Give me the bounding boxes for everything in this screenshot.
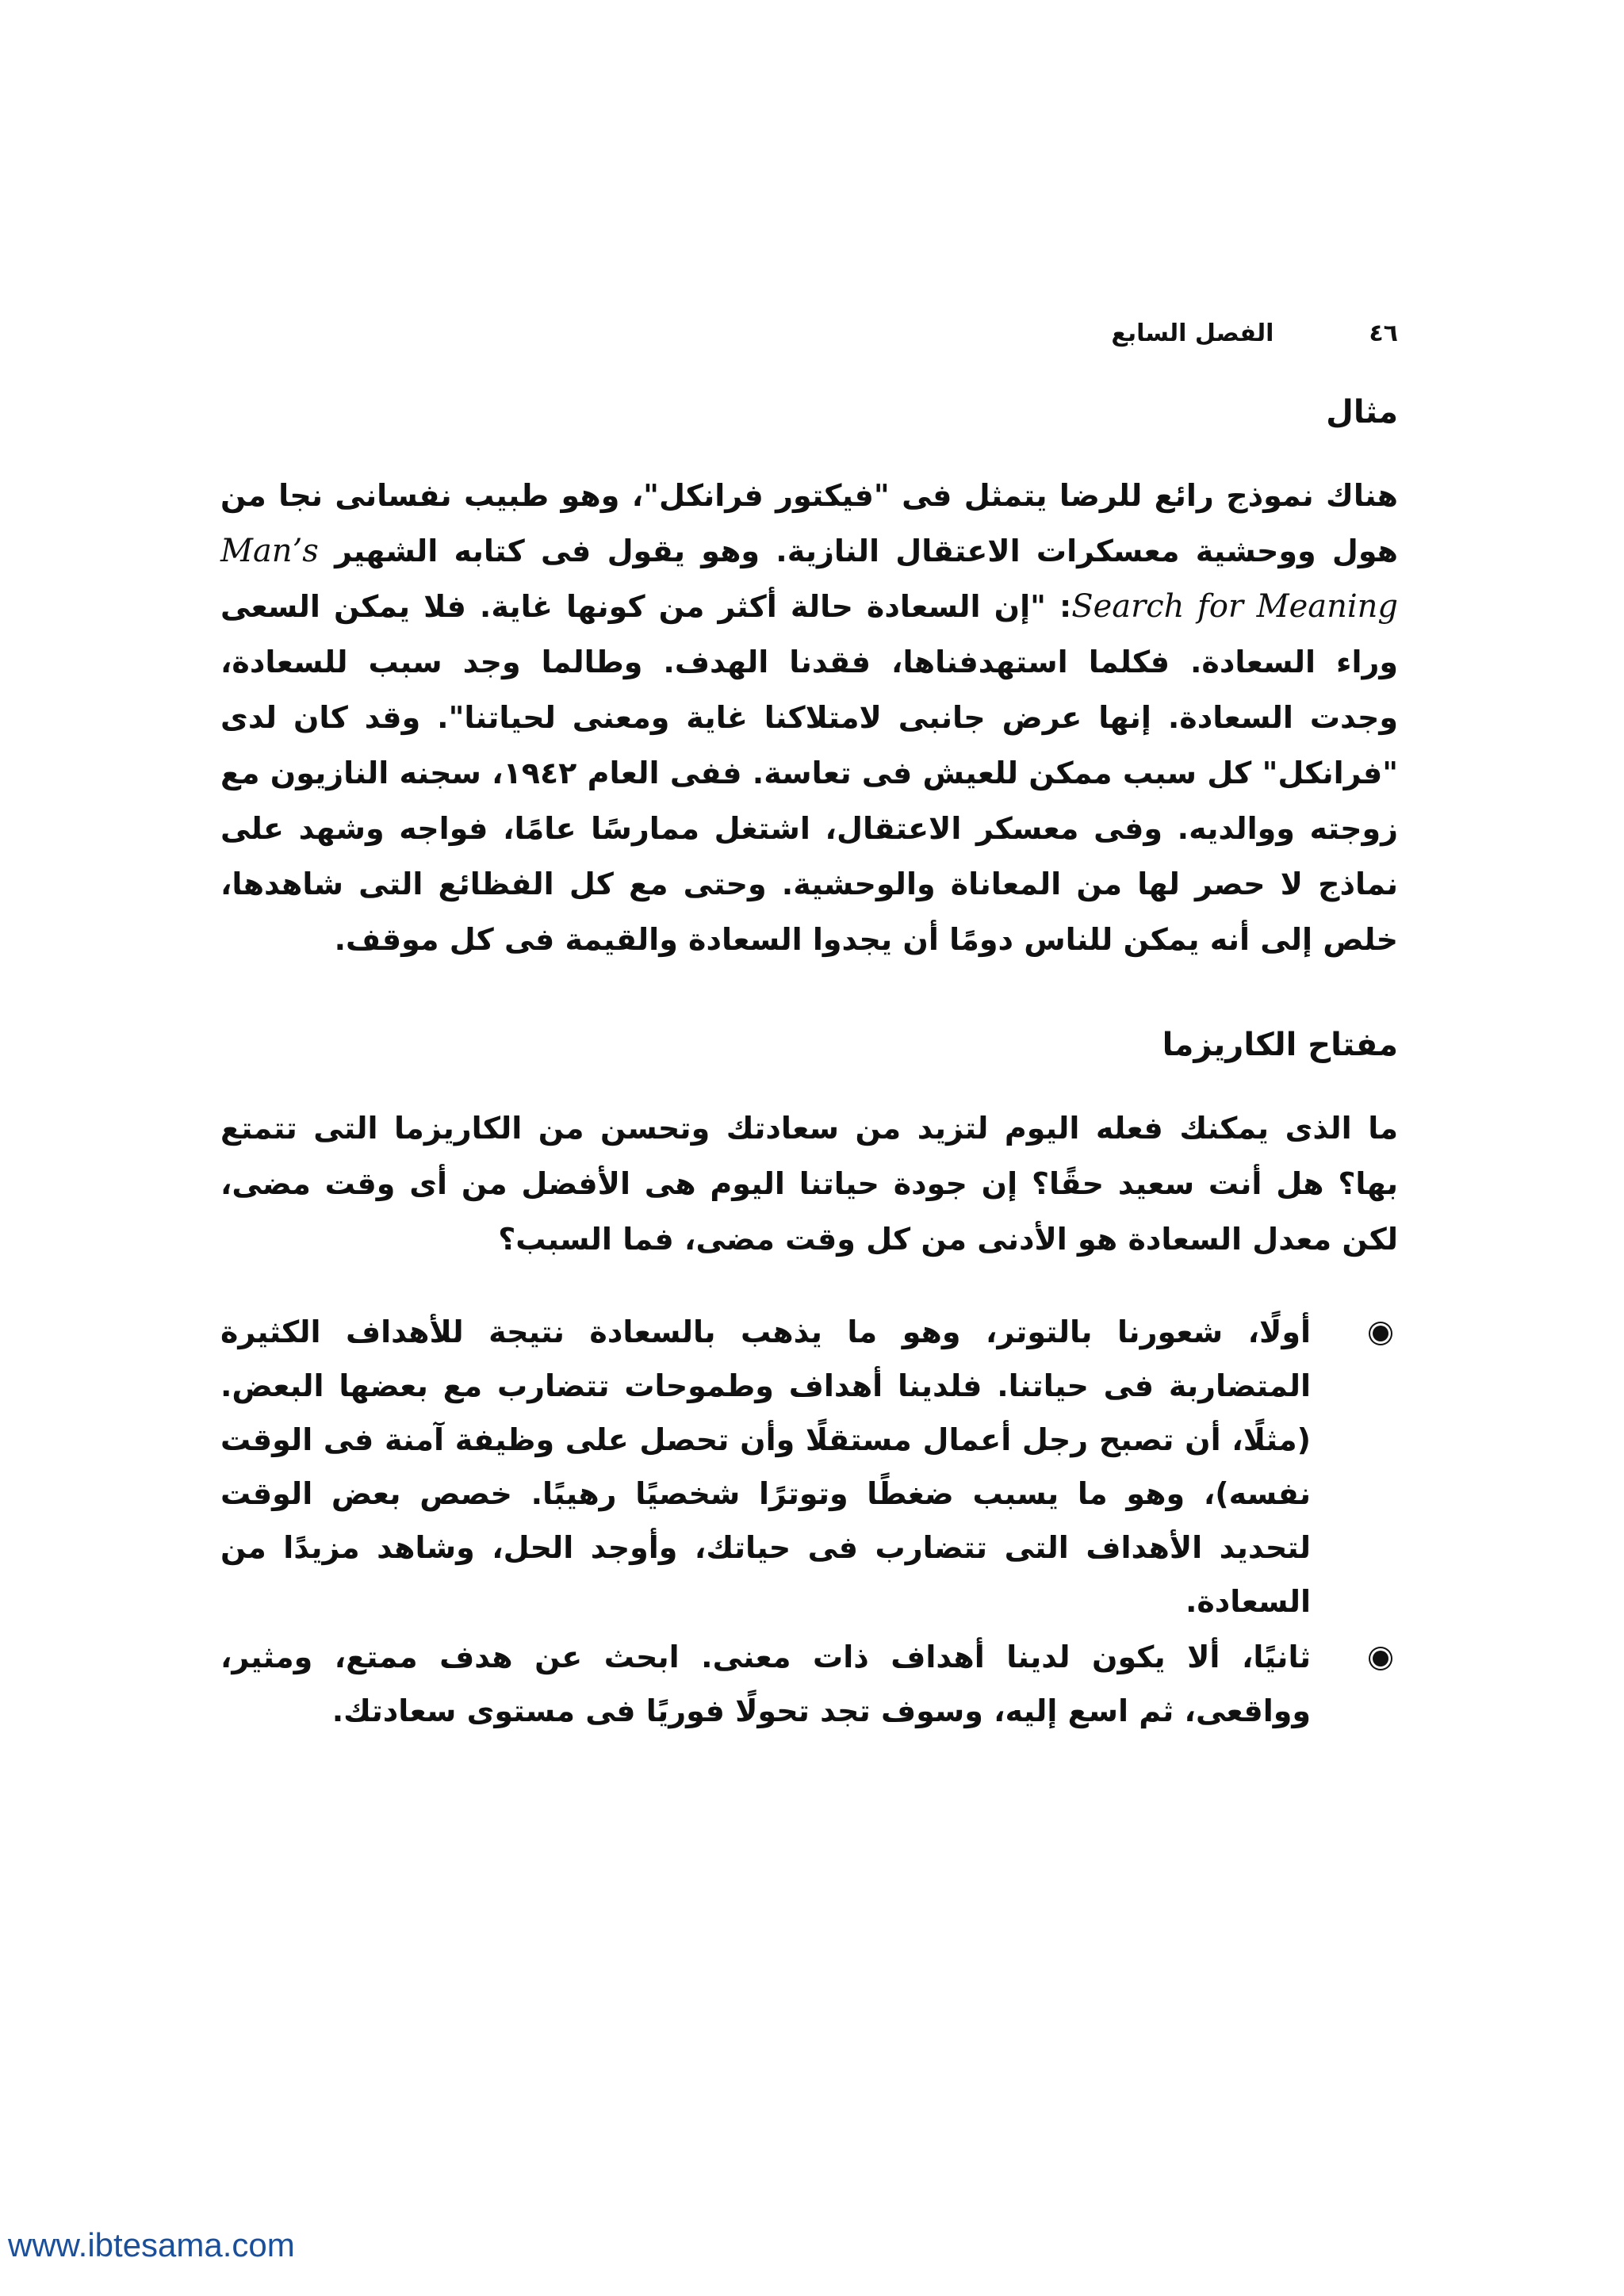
- running-header: [220, 309, 1398, 357]
- section-heading-example: مثال: [1326, 394, 1398, 430]
- list-item: [220, 1305, 1398, 1628]
- bullet-icon: [1373, 1326, 1388, 1341]
- example-paragraph: [220, 468, 1398, 967]
- bullet-list: [220, 1305, 1398, 1738]
- section-heading-charisma-key: مفتاح الكاريزما: [1162, 1027, 1398, 1063]
- bullet-text: ثانيًا، ألا يكون لدينا أهداف ذات معنى. ابحث عن هدف ممتع، ومثير، وواقعى، ثم اسع إليه، وسوف تجد تحولًا فوريًا فى مستوى سعادتك.: [220, 1640, 1311, 1728]
- charisma-intro-paragraph: ما الذى يمكنك فعله اليوم لتزيد من سعادتك وتحسن من الكاريزما التى تتمتع بها؟ هل أنت سعيد حقًا؟ إن جودة حياتنا اليوم هى الأفضل من أى وقت مضى، لكن معدل السعادة هو الأدنى من كل وقت مضى، فما السبب؟: [220, 1111, 1398, 1257]
- chapter-title: الفصل السابع: [1111, 319, 1274, 347]
- example-text-after-book: : "إن السعادة حالة أكثر من كونها غاية. فلا يمكن السعى وراء السعادة. فكلما استهدفناها، فقدنا الهدف. وطالما وجد سبب للسعادة، وجدت السعادة. إنها عرض جانبى لامتلاكنا غاية ومعنى لحياتنا". وقد كان لدى "فرانكل" كل سبب ممكن للعيش فى تعاسة. ففى العام ١٩٤٢، سجنه النازيون مع زوجته ووالديه. وفى معسكر الاعتقال، اشتغل ممارسًا عامًا، فواجه وشهد على نماذج لا حصر لها من المعاناة والوحشية. وحتى مع كل الفظائع التى شاهدها، خلص إلى أنه يمكن للناس دومًا أن يجدوا السعادة والقيمة فى كل موقف.: [220, 589, 1398, 957]
- example-text-before-book: هناك نموذج رائع للرضا يتمثل فى "فيكتور فرانكل"، وهو طبيب نفسانى نجا من هول ووحشية معسكرات الاعتقال النازية. وهو يقول فى كتابه الشهير: [220, 478, 1398, 568]
- list-item: [220, 1630, 1398, 1738]
- bullet-spacer: [220, 1267, 1398, 1305]
- page-number: ٤٦: [1369, 319, 1398, 347]
- bullet-text: أولًا، شعورنا بالتوتر، وهو ما يذهب بالسعادة نتيجة للأهداف الكثيرة المتضاربة فى حياتنا. فلدينا أهداف وطموحات تتضارب مع بعضها البعض. (مثلًا، أن تصبح رجل أعمال مستقلًا وأن تحصل على وظيفة آمنة فى الوقت نفسه)، وهو ما يسبب ضغطًا وتوترًا شخصيًا رهيبًا. خصص بعض الوقت لتحديد الأهداف التى تتضارب فى حياتك، وأوجد الحل، وشاهد مزيدًا من السعادة.: [220, 1314, 1311, 1619]
- bullet-icon: [1373, 1651, 1388, 1667]
- book-title: Man’s Search for Meaning: [220, 533, 1399, 625]
- section-spacer: [220, 967, 1398, 1021]
- website-watermark[interactable]: www.ibtesama.com: [8, 2226, 295, 2263]
- page-content: [220, 388, 1398, 1738]
